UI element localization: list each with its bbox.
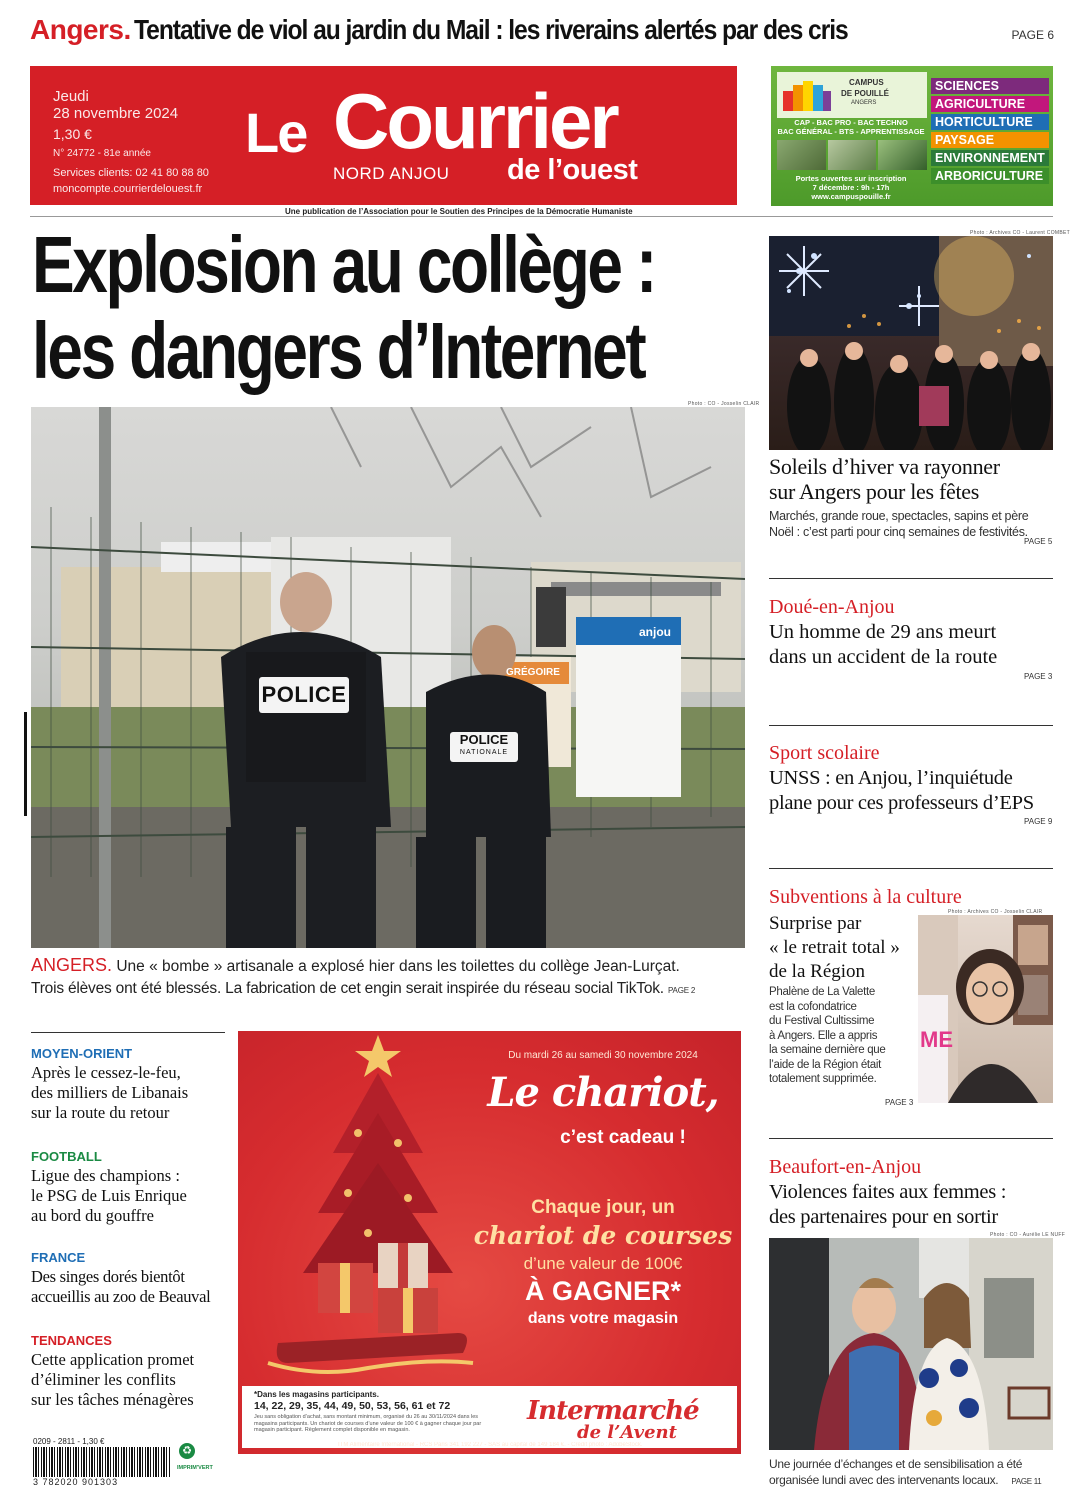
ad-footer xyxy=(242,1386,737,1448)
masthead-date: 28 novembre 2024 xyxy=(53,105,179,122)
culture-page: PAGE 3 xyxy=(885,1098,914,1107)
campus-url[interactable]: www.campuspouille.fr xyxy=(811,192,891,201)
ad-subtitle: c’est cadeau ! xyxy=(560,1127,686,1148)
brief-kicker: TENDANCES xyxy=(31,1333,112,1348)
ad-legal: ITM Alimentaire International - RCS Paris 341 192 227 - SAS au capital de 149 184 €. - Crédit photo : AdobeStock. xyxy=(338,1442,643,1448)
ad-line2: d’une valeur de 100€ xyxy=(523,1254,683,1273)
sport-title[interactable]: UNSS : en Anjou, l’inquiétude plane pour ces professeurs d’EPS xyxy=(769,767,1034,814)
barcode-block xyxy=(31,1437,231,1487)
portrait-scene xyxy=(918,915,1053,1103)
beaufort-photo-credit: Photo : CO - Aurélie LE NUFF xyxy=(990,1232,1066,1238)
soleils-photo[interactable] xyxy=(769,236,1053,450)
two-women-scene xyxy=(769,1238,1053,1450)
beaufort-page: PAGE 11 xyxy=(1011,1477,1042,1486)
beaufort-photo[interactable] xyxy=(769,1238,1053,1450)
banner-city: Angers. xyxy=(30,14,131,45)
poster-text: ME xyxy=(920,1027,953,1052)
main-caption xyxy=(31,954,751,1002)
police-patch-2: POLICE NATIONALE xyxy=(450,732,518,762)
masthead-services: Services clients: 02 41 80 88 80 xyxy=(53,167,209,179)
culture-title[interactable]: Surprise par « le retrait total » de la Région xyxy=(769,913,900,982)
doue-page: PAGE 3 xyxy=(1024,672,1053,681)
ad-line3: À GAGNER* xyxy=(524,1276,681,1306)
campus-name-3: ANGERS xyxy=(851,100,877,106)
campus-name-2: DE POUILLÉ xyxy=(841,89,890,98)
masthead-price: 1,30 € xyxy=(53,126,92,142)
masthead xyxy=(30,66,737,205)
sport-page: PAGE 9 xyxy=(1024,817,1053,826)
ad-script-line: chariot de courses xyxy=(473,1221,733,1250)
logo-de-louest: de l’ouest xyxy=(507,154,638,186)
top-banner[interactable] xyxy=(30,12,1060,48)
rule-soleils xyxy=(769,578,1053,579)
barcode-bottom-text: 3 782020 901303 xyxy=(33,1477,119,1487)
logo-edition: NORD ANJOU xyxy=(333,164,450,183)
doue-kicker: Doué-en-Anjou xyxy=(769,596,895,618)
culture-kicker: Subventions à la culture xyxy=(769,886,962,908)
main-photo[interactable] xyxy=(31,407,745,948)
brief-moyen-orient[interactable]: MOYEN-ORIENT Après le cessez-le-feu, des milliers de Libanais sur la route du retour xyxy=(31,1046,231,1123)
campus-logo xyxy=(777,72,927,118)
subject-sciences: SCIENCES xyxy=(931,78,1049,94)
beaufort-caption: Une journée d’échanges et de sensibilisation a été organisée lundi avec des intervenants locaux. PAGE 11 xyxy=(769,1457,1042,1487)
main-headline-line2: les dangers d’Internet xyxy=(32,306,645,395)
main-photo-credit: Photo : CO - Josselin CLAIR xyxy=(688,401,760,407)
christmas-market-scene xyxy=(769,236,1053,450)
ad-fine-print: Jeu sans obligation d’achat, sans montant minimum, organisé du 26 au 30/11/2024 dans les magasins participants. Un chariot de courses d’une valeur de 100 € à gagner chaque jour par magasin participant. Règlement complet disponible en magasin. xyxy=(254,1414,482,1433)
logo[interactable] xyxy=(245,77,685,190)
culture-photo-credit: Photo : Archives CO - Josselin CLAIR xyxy=(948,909,1043,915)
campus-open-days-2: 7 décembre : 9h - 17h xyxy=(812,183,890,192)
imprim-vert-label: IMPRIM'VERT xyxy=(177,1465,213,1471)
ad-line4: dans votre magasin xyxy=(527,1310,679,1327)
caption-line2: Trois élèves ont été blessés. La fabrication de cet engin serait inspirée du réseau social TikTok. xyxy=(31,980,664,997)
campus-open-days-1: Portes ouvertes sur inscription xyxy=(795,174,907,183)
beaufort-kicker: Beaufort-en-Anjou xyxy=(769,1156,922,1178)
soleils-text: Marchés, grande roue, spectacles, sapins et père Noël : c’est parti pour cinq semaines de festivités. xyxy=(769,509,1029,539)
barcode-bars xyxy=(33,1447,171,1477)
culture-text: Phalène de La Valette est la cofondatrice du Festival Cultissime à Angers. Elle a appris la semaine dernière que l’aide de la Région était totalement supprimée. xyxy=(769,986,886,1085)
brief-tendances[interactable]: TENDANCES Cette application promet d’éliminer les conflits sur les tâches ménagères xyxy=(31,1333,231,1410)
logo-courrier: Courrier xyxy=(333,77,617,165)
masthead-issue: N° 24772 - 81e année xyxy=(53,148,151,159)
campus-formations-1: CAP - BAC PRO - BAC TECHNO xyxy=(794,118,908,127)
rule-sport xyxy=(769,868,1053,869)
brief-football[interactable]: FOOTBALL Ligue des champions : le PSG de Luis Enrique au bord du gouffre xyxy=(31,1149,231,1226)
brief-kicker: FOOTBALL xyxy=(31,1149,102,1164)
ad-dates: Du mardi 26 au samedi 30 novembre 2024 xyxy=(508,1050,698,1061)
main-headline-line1: Explosion au collège : xyxy=(32,220,655,309)
logo-le: Le xyxy=(245,101,307,164)
ad-script-title: Le chariot, xyxy=(487,1069,719,1116)
police-patch-1: POLICE xyxy=(259,677,349,713)
rule-culture xyxy=(769,1138,1053,1139)
caption-page: PAGE 2 xyxy=(668,986,696,995)
campus-ad[interactable] xyxy=(771,66,1053,206)
sport-kicker: Sport scolaire xyxy=(769,742,880,764)
masthead-day: Jeudi xyxy=(53,88,89,105)
subject-environnement: ENVIRONNEMENT xyxy=(931,150,1049,166)
main-headline[interactable] xyxy=(32,222,752,394)
soleils-photo-credit: Photo : Archives CO - Laurent COMBET xyxy=(970,230,1070,236)
ad-stores-numbers: 14, 22, 29, 35, 44, 49, 50, 53, 56, 61 et 72 xyxy=(254,1400,451,1412)
intermarche-ad[interactable] xyxy=(238,1031,741,1454)
soleils-title[interactable]: Soleils d’hiver va rayonner sur Angers pour les fêtes xyxy=(769,454,1000,504)
campus-formations-2: BAC GÉNÉRAL - BTS - APPRENTISSAGE xyxy=(777,127,925,136)
culture-photo[interactable] xyxy=(918,915,1053,1103)
recycle-icon: ♻ xyxy=(179,1443,195,1459)
caption-line1: Une « bombe » artisanale a explosé hier dans les toilettes du collège Jean-Lurçat. xyxy=(116,958,680,975)
ad-brand[interactable]: Intermarché xyxy=(527,1396,699,1426)
subject-paysage: PAYSAGE xyxy=(931,132,1049,148)
subject-agriculture: AGRICULTURE xyxy=(931,96,1049,112)
ad-stores-label: *Dans les magasins participants. xyxy=(254,1390,379,1399)
publication-note: Une publication de l’Association pour le Soutien des Principes de la Démocratie Humaniste xyxy=(285,207,633,216)
main-photo-scene xyxy=(31,407,745,948)
rule-briefs-top xyxy=(31,1032,225,1033)
banner-page: PAGE 6 xyxy=(1011,28,1054,42)
brief-kicker: MOYEN-ORIENT xyxy=(31,1046,133,1061)
sign-anjou: anjou xyxy=(639,625,671,639)
brief-france[interactable]: FRANCE Des singes dorés bientôt accueillis au zoo de Beauval xyxy=(31,1250,231,1307)
subject-arboriculture: ARBORICULTURE xyxy=(931,168,1049,184)
masthead-website[interactable]: moncompte.courrierdelouest.fr xyxy=(53,183,203,195)
campus-name-1: CAMPUS xyxy=(849,78,884,87)
brief-kicker: FRANCE xyxy=(31,1250,86,1265)
rule-doue xyxy=(769,725,1053,726)
sign-brand: GRÉGOIRE xyxy=(506,667,560,678)
banner-headline: Tentative de viol au jardin du Mail : les riverains alertés par des cris xyxy=(134,14,848,45)
scan-edge-mark xyxy=(24,712,27,816)
campus-photos xyxy=(777,140,927,170)
campus-subjects xyxy=(931,78,1049,184)
caption-city: ANGERS. xyxy=(31,955,113,975)
beaufort-title[interactable]: Violences faites aux femmes : des partenaires pour en sortir xyxy=(769,1181,1007,1228)
christmas-tree-icon xyxy=(258,1033,488,1393)
subject-horticulture: HORTICULTURE xyxy=(931,114,1049,130)
ad-brand-sub: de l’Avent xyxy=(577,1422,677,1443)
soleils-page: PAGE 5 xyxy=(1024,537,1053,546)
doue-title[interactable]: Un homme de 29 ans meurt dans un accident de la route xyxy=(769,621,998,668)
barcode-top-text: 0209 - 2811 - 1,30 € xyxy=(33,1437,105,1446)
masthead-rule xyxy=(30,216,1053,217)
ad-line1: Chaque jour, un xyxy=(531,1197,675,1218)
rainbow-blocks-icon xyxy=(779,75,833,115)
